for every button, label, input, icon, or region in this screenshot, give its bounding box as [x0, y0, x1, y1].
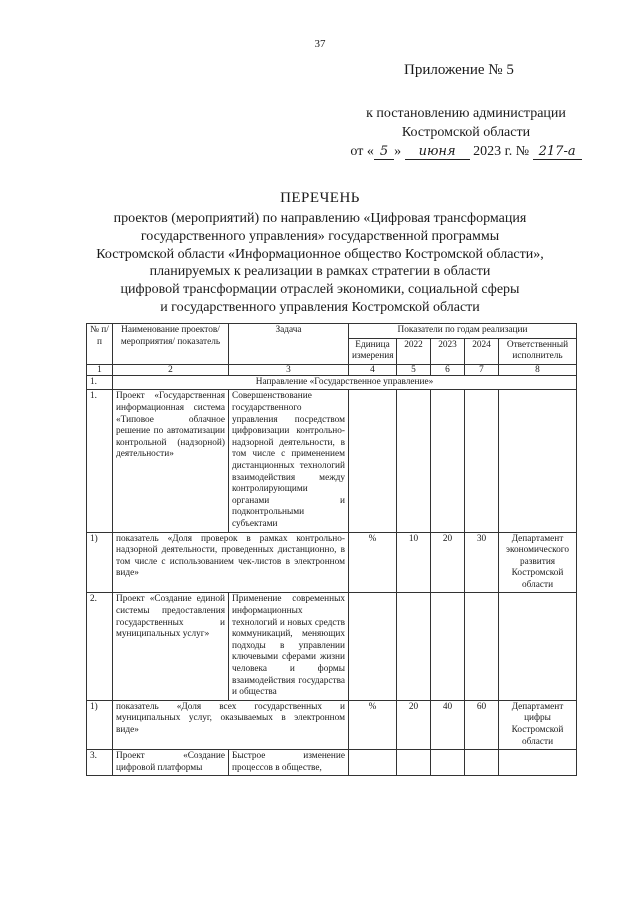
header-row — [87, 324, 577, 339]
direction-row — [87, 375, 577, 390]
empty-cell — [397, 390, 431, 532]
column-numbers-row — [87, 364, 577, 375]
header-indicators: Показатели по годам реализации — [349, 324, 577, 339]
empty-cell — [499, 593, 577, 700]
direction-title: Направление «Государственное управление» — [113, 375, 577, 390]
col-number: 3 — [229, 364, 349, 375]
indicator-row — [87, 700, 577, 749]
empty-cell — [397, 750, 431, 776]
project-row — [87, 593, 577, 700]
indicator-responsible: Департамент цифры Костромской области — [499, 700, 577, 749]
empty-cell — [431, 390, 465, 532]
indicator-responsible: Департамент экономического развития Костромской области — [499, 532, 577, 593]
indicator-num: 1) — [87, 700, 113, 749]
project-name: Проект «Создание единой системы предоставления государственных и муниципальных услуг» — [113, 593, 229, 700]
project-row — [87, 750, 577, 776]
decree-number: 217-а — [533, 145, 582, 160]
indicator-row — [87, 532, 577, 593]
col-number: 6 — [431, 364, 465, 375]
col-number: 8 — [499, 364, 577, 375]
subtitle-line: проектов (мероприятий) по направлению «Цифровая трансформация — [113, 211, 527, 226]
indicator-unit: % — [349, 532, 397, 593]
decree-close-quote: » — [394, 144, 402, 159]
col-number: 4 — [349, 364, 397, 375]
col-number: 7 — [465, 364, 499, 375]
project-name: Проект «Создание цифровой платформы — [113, 750, 229, 776]
header-task: Задача — [229, 324, 349, 365]
indicator-text: показатель «Доля проверок в рамках контрольно-надзорной деятельности, проведенных дистанционно, в том числе с использованием чек-листов в электронном виде» — [113, 532, 349, 593]
page-number: 37 — [314, 38, 326, 50]
indicator-value-2024: 60 — [465, 700, 499, 749]
decree-line-2: Костромской области — [401, 125, 531, 140]
indicator-num: 1) — [87, 532, 113, 593]
subtitle-line: цифровой трансформации отраслей экономики, социальной сферы — [120, 282, 520, 298]
indicator-value-2022: 10 — [397, 532, 431, 593]
header-responsible: Ответственный исполнитель — [499, 338, 577, 364]
project-task: Быстрое изменение процессов в обществе, — [229, 750, 349, 776]
empty-cell — [465, 593, 499, 700]
header-2024: 2024 — [465, 338, 499, 364]
col-number: 5 — [397, 364, 431, 375]
empty-cell — [431, 593, 465, 700]
empty-cell — [499, 750, 577, 776]
empty-cell — [349, 593, 397, 700]
indicator-value-2023: 40 — [431, 700, 465, 749]
header-num: № п/п — [87, 324, 113, 365]
subtitle-line: государственного управления» государственной программы — [140, 228, 500, 244]
document-title: ПЕРЕЧЕНЬ — [280, 190, 360, 206]
project-task: Совершенствование государственного управления посредством цифровизации контрольно-надзорной деятельности, в том числе с применением дистанционных технологий взаимодействия между контролирующими органами и подконтрольными субъектами — [229, 390, 349, 532]
decree-from: от « — [350, 144, 374, 159]
header-unit: Единица измерения — [349, 338, 397, 364]
empty-cell — [397, 593, 431, 700]
decree-day: 5 — [374, 145, 394, 160]
decree-year: 2023 г. № — [473, 144, 530, 159]
indicator-value-2022: 20 — [397, 700, 431, 749]
indicator-unit: % — [349, 700, 397, 749]
subtitle-line: планируемых к реализации в рамках стратегии в области — [149, 264, 491, 280]
empty-cell — [465, 390, 499, 532]
appendix-label: Приложение № 5 — [404, 62, 514, 78]
projects-table — [86, 323, 577, 776]
col-number: 2 — [113, 364, 229, 375]
subtitle-line: Костромской области «Информационное общество Костромской области», — [96, 246, 544, 262]
subtitle-line: и государственного управления Костромской области — [160, 299, 480, 315]
header-2022: 2022 — [397, 338, 431, 364]
indicator-text: показатель «Доля всех государственных и муниципальных услуг, оказываемых в электронном виде» — [113, 700, 349, 749]
project-num: 2. — [87, 593, 113, 700]
decree-date-number — [346, 142, 586, 161]
header-name: Наименование проектов/мероприятия/ показатель — [113, 324, 229, 365]
direction-num: 1. — [87, 375, 113, 390]
empty-cell — [499, 390, 577, 532]
decree-reference — [346, 104, 586, 161]
project-row — [87, 390, 577, 532]
document-subtitle — [80, 210, 560, 317]
header-2023: 2023 — [431, 338, 465, 364]
empty-cell — [465, 750, 499, 776]
decree-line-1: к постановлению администрации — [366, 106, 566, 121]
indicator-value-2023: 20 — [431, 532, 465, 593]
project-task: Применение современных информационных технологий и новых средств коммуникаций, меняющих подходы в управлении ключевыми сферами жизни человека и формы взаимодействия государства и общества — [229, 593, 349, 700]
empty-cell — [349, 390, 397, 532]
project-name: Проект «Государственная информационная система «Типовое облачное решение по автоматизации контрольной (надзорной) деятельности» — [113, 390, 229, 532]
empty-cell — [349, 750, 397, 776]
project-num: 1. — [87, 390, 113, 532]
indicator-value-2024: 30 — [465, 532, 499, 593]
project-num: 3. — [87, 750, 113, 776]
empty-cell — [431, 750, 465, 776]
col-number: 1 — [87, 364, 113, 375]
decree-month: июня — [405, 145, 470, 160]
